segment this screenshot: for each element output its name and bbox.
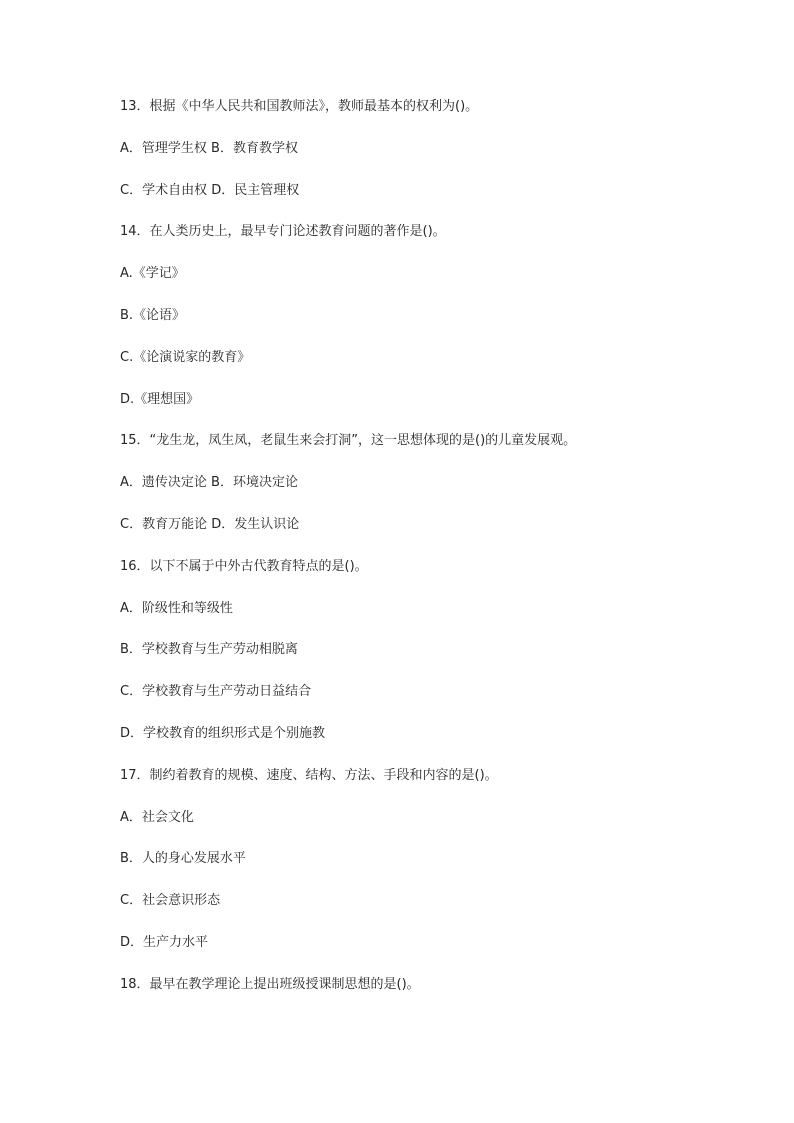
question-14-option-b: B.《论语》 — [120, 307, 186, 323]
question-18-stem: 18．最早在教学理论上提出班级授课制思想的是()。 — [120, 976, 420, 992]
question-16-option-d: D．学校教育的组织形式是个别施教 — [120, 725, 326, 741]
question-17-stem: 17．制约着教育的规模、速度、结构、方法、手段和内容的是()。 — [120, 767, 498, 783]
question-14-option-a: A.《学记》 — [120, 266, 185, 282]
question-16-stem: 16．以下不属于中外古代教育特点的是()。 — [120, 558, 368, 574]
question-14-option-c: C.《论演说家的教育》 — [120, 349, 251, 365]
question-17-option-d: D．生产力水平 — [120, 934, 209, 950]
question-15-options-cd: C．教育万能论 D．发生认识论 — [120, 516, 300, 532]
question-17-option-a: A．社会文化 — [120, 809, 194, 825]
question-17-option-b: B．人的身心发展水平 — [120, 851, 246, 867]
question-14-option-d: D.《理想国》 — [120, 391, 200, 407]
question-16-option-b: B．学校教育与生产劳动相脱离 — [120, 642, 298, 658]
question-16-option-a: A．阶级性和等级性 — [120, 600, 233, 616]
question-15-stem: 15．“龙生龙，凤生凤，老鼠生来会打洞”，这一思想体现的是()的儿童发展观。 — [120, 433, 577, 449]
question-17-option-c: C．社会意识形态 — [120, 893, 221, 909]
question-15-options-ab: A．遗传决定论 B．环境决定论 — [120, 475, 298, 491]
question-list — [120, 95, 740, 1015]
question-13-options-cd: C．学术自由权 D．民主管理权 — [120, 182, 300, 198]
question-13-options-ab: A．管理学生权 B．教育教学权 — [120, 140, 298, 156]
question-16-option-c: C．学校教育与生产劳动日益结合 — [120, 684, 312, 700]
question-13-stem: 13．根据《中华人民共和国教师法》，教师最基本的权利为()。 — [120, 99, 479, 114]
question-14-stem: 14．在人类历史上，最早专门论述教育问题的著作是()。 — [120, 224, 446, 240]
